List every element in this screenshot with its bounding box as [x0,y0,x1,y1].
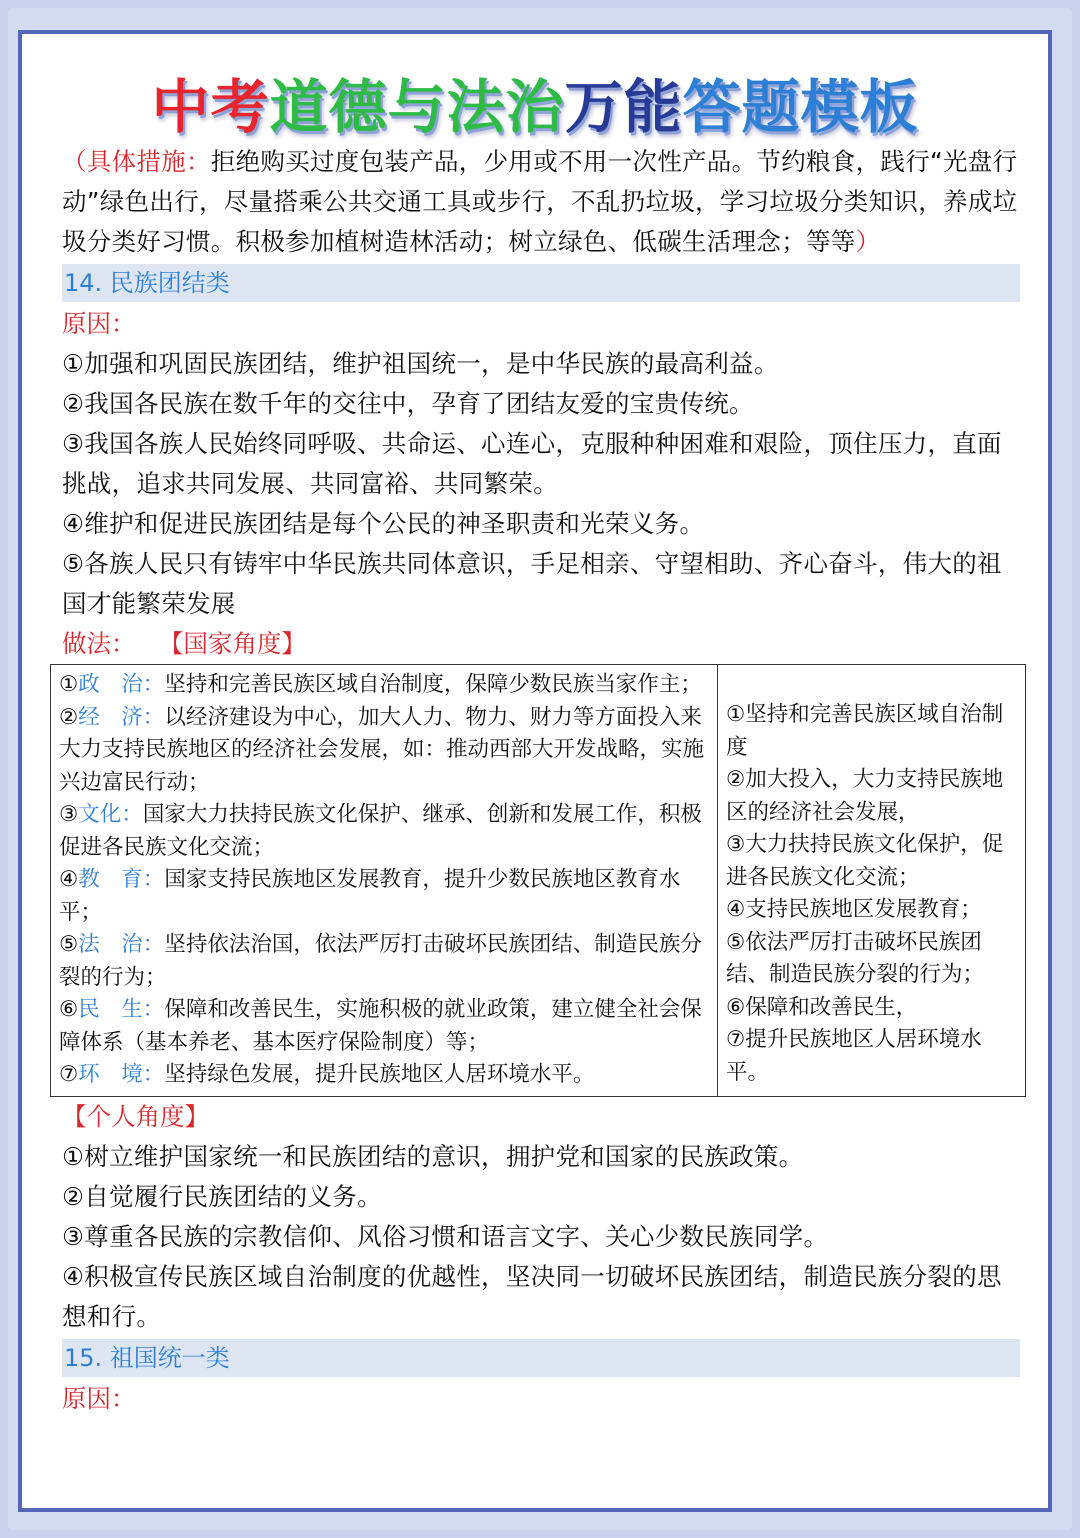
reason-item: ③我国各族人民始终同呼吸、共命运、心连心，克服种种困难和艰险，顶住压力，直面挑战，追求共同发展、共同富裕、共同繁荣。 [62,429,1002,498]
page-title [22,60,1048,144]
measure-key: 经 济 [78,704,143,730]
methods-label-row [62,624,1022,664]
summary-item: ④支持民族地区发展教育； [726,897,982,922]
measure-text: 国家大力扶持民族文化保护、继承、创新和发展工作，积极促进各民族文化交流； [59,802,702,860]
measure-num: ④ [59,867,79,892]
state-angle-label: 【国家角度】 [158,629,306,658]
measure-item [59,864,709,929]
measure-key: 政 治 [78,672,143,697]
measures-summary-cell [718,665,1026,1097]
measure-text: 保障和改善民生，实施积极的就业政策，建立健全社会保障体系（基本养老、基本医疗保险制度）等； [59,997,702,1055]
title-part-3: 万能 [564,73,683,141]
section-15-heading: 15. 祖国统一类 [62,1339,1020,1377]
measure-sep: ： [142,1062,165,1087]
reason-item: ②我国各民族在数千年的交往中，孕育了团结友爱的宝贵传统。 [62,389,754,418]
measure-num: ① [59,672,79,697]
measure-text: 国家支持民族地区发展教育，提升少数民族地区教育水平； [59,867,681,925]
measure-sep: ： [121,802,143,827]
reason-item: ④维护和促进民族团结是每个公民的神圣职责和光荣义务。 [62,509,705,538]
section-15-reasons-label: 原因： [62,1383,136,1413]
intro-close: ） [855,227,881,256]
reason-item: ①加强和巩固民族团结，维护祖国统一，是中华民族的最高利益。 [62,349,779,378]
intro-paragraph [62,142,1022,262]
measure-num: ③ [59,802,79,827]
measure-item [59,929,709,994]
methods-label: 做法： [62,629,136,658]
state-measures-table [50,664,1026,1097]
measure-key: 文化 [78,802,122,827]
measure-num: ⑥ [59,997,79,1022]
measure-num: ② [59,704,79,730]
measure-text: 坚持绿色发展，提升民族地区人居环境水平。 [164,1062,595,1087]
summary-item: ⑦提升民族地区人居环境水平。 [726,1027,982,1085]
measure-num: ⑤ [59,932,79,957]
summary-item: ⑥保障和改善民生， [726,994,918,1020]
measure-key: 法 治 [78,932,143,957]
measure-text: 坚持和完善民族区域自治制度，保障少数民族当家作主； [164,672,702,697]
personal-item: ②自觉履行民族团结的义务。 [62,1181,382,1211]
intro-label: （具体措施： [62,147,211,176]
measure-key: 教 育 [78,867,143,892]
title-part-4: 答题模板 [682,73,919,141]
measure-item [59,669,709,702]
personal-item: ①树立维护国家统一和民族团结的意识，拥护党和国家的民族政策。 [62,1141,804,1171]
summary-item: ②加大投入，大力支持民族地区的经济社会发展， [726,767,1004,825]
measure-key: 环 境 [78,1062,143,1087]
measure-item [59,799,709,864]
reason-item: ⑤各族人民只有铸牢中华民族共同体意识，手足相亲、守望相助、齐心奋斗，伟大的祖国才能繁荣发展 [62,549,1002,618]
measure-text: 以经济建设为中心，加大人力、物力、财力等方面投入来大力支持民族地区的经济社会发展，如：推动西部大开发战略，实施兴边富民行动； [59,704,705,795]
personal-item: ④积极宣传民族区域自治制度的优越性，坚决同一切破坏民族团结，制造民族分裂的思想和行。 [62,1261,1002,1331]
measure-text: 坚持依法治国，依法严厉打击破坏民族团结、制造民族分裂的行为； [59,932,702,990]
measure-sep: ： [142,704,165,730]
measure-key: 民 生 [78,997,143,1022]
document-page [18,30,1052,1512]
measure-item [59,702,709,800]
summary-item: ③大力扶持民族文化保护，促进各民族文化交流； [726,832,1004,890]
measure-sep: ： [142,867,165,892]
intro-text: 拒绝购买过度包装产品，少用或不用一次性产品。节约粮食，践行“光盘行动”绿色出行，尽量搭乘公共交通工具或步行，不乱扔垃圾，学习垃圾分类知识，养成垃圾分类好习惯。积极参加植树造林活动；树立绿色、低碳生活理念；等等 [62,147,1018,256]
measure-sep: ： [142,997,165,1022]
measure-sep: ： [142,672,165,697]
main-content [59,142,1022,1419]
summary-item: ⑤依法严厉打击破坏民族团结、制造民族分裂的行为； [726,929,985,987]
reasons-label: 原因： [62,309,136,338]
measures-detail-cell [51,665,718,1097]
measure-sep: ： [142,932,165,957]
summary-item: ①坚持和完善民族区域自治制度 [726,702,1004,760]
measure-item [59,1059,709,1092]
personal-angle-label: 【个人角度】 [62,1101,209,1131]
measure-item [59,994,709,1059]
title-part-2: 道德与法治 [269,73,565,141]
measure-num: ⑦ [59,1062,79,1087]
title-part-1: 中考 [151,73,270,141]
section-14-heading: 14. 民族团结类 [62,264,1020,302]
personal-item: ③尊重各民族的宗教信仰、风俗习惯和语言文字、关心少数民族同学。 [62,1221,829,1251]
